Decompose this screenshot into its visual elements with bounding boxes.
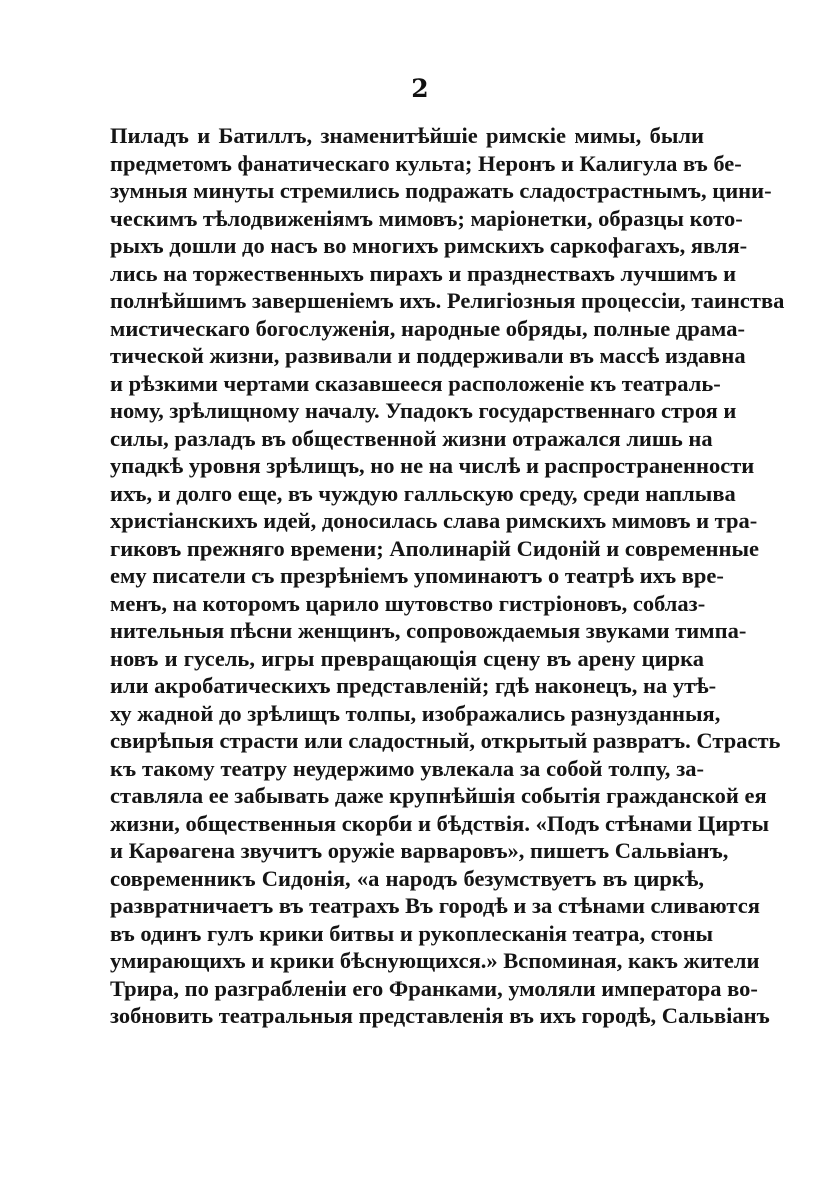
text-line: лись на торжественныхъ пирахъ и празднествахъ лучшимъ и — [110, 260, 737, 286]
text-line: мистическаго богослуженія, народные обряды, полные драма- — [110, 315, 745, 341]
text-line: зобновить театральныя представленія въ ихъ городѣ, Сальвіанъ — [110, 1003, 770, 1028]
text-line: упадкѣ уровня зрѣлищъ, но не на числѣ и распространенности — [110, 453, 755, 478]
page-number: 2 — [411, 74, 429, 103]
text-line: ческимъ тѣлодвиженіямъ мимовъ; маріонетки, образцы кото- — [110, 205, 743, 231]
text-line: силы, разладъ въ общественной жизни отражался лишь на — [110, 425, 713, 451]
text-line: современникъ Сидонія, «а народъ безумствуетъ въ циркѣ, — [110, 865, 704, 891]
text-line: и рѣзкими чертами сказавшееся расположеніе къ театраль- — [110, 370, 721, 396]
text-line: или акробатическихъ представленій; гдѣ наконецъ, на утѣ- — [110, 673, 717, 698]
text-line: полнѣйшимъ завершеніемъ ихъ. Религіозныя процессіи, таинства — [110, 288, 785, 313]
text-line: предметомъ фанатическаго культа; Неронъ и Калигула въ бе- — [110, 150, 742, 176]
text-line: рыхъ дошли до насъ во многихъ римскихъ саркофагахъ, явля- — [110, 233, 748, 258]
text-line: свирѣпыя страсти или сладостный, открытый развратъ. Страсть — [110, 728, 781, 753]
text-line: гиковъ прежняго времени; Аполинарій Сидоній и современные — [110, 535, 760, 561]
text-line: умирающихъ и крики бѣснующихся.» Вспоминая, какъ жители — [110, 948, 760, 973]
text-line: менъ, на которомъ царило шутовство гистріоновъ, соблаз- — [110, 590, 706, 616]
text-line: христіанскихъ идей, доносилась слава римскихъ мимовъ и тра- — [110, 508, 758, 533]
text-line: ихъ, и долго еще, въ чуждую галльскую среду, среди наплыва — [110, 480, 736, 506]
text-line: въ одинъ гулъ крики битвы и рукоплесканія театра, стоны — [110, 920, 714, 946]
text-line: новъ и гусель, игры превращающія сцену въ арену цирка — [110, 645, 704, 671]
text-line: ему писатели съ презрѣніемъ упоминаютъ о театрѣ ихъ вре- — [110, 563, 724, 588]
text-line: Пиладъ и Батиллъ, знаменитѣйшіе римскіе мимы, были — [110, 123, 704, 148]
body-text — [110, 122, 785, 1030]
text-line: и Карѳагена звучитъ оружіе варваровъ», пишетъ Сальвіанъ, — [110, 838, 729, 863]
text-line: жизни, общественныя скорби и бѣдствія. «Подъ стѣнами Цирты — [110, 810, 770, 836]
text-line: ставляла ее забывать даже крупнѣйшія событія гражданской ея — [110, 783, 767, 808]
text-line: зумныя минуты стремились подражать сладострастнымъ, цини- — [110, 178, 772, 203]
text-line: тической жизни, развивали и поддерживали въ массѣ издавна — [110, 343, 746, 368]
text-line: ному, зрѣлищному началу. Упадокъ государственнаго строя и — [110, 398, 737, 423]
text-line: развратничаетъ въ театрахъ Въ городѣ и за стѣнами сливаются — [110, 893, 760, 918]
text-line: ху жадной до зрѣлищъ толпы, изображались разнузданныя, — [110, 700, 721, 726]
text-line: Трира, по разграбленіи его Франками, умоляли императора во- — [110, 975, 758, 1001]
text-line: къ такому театру неудержимо увлекала за собой толпу, за- — [110, 755, 704, 781]
text-line: нительныя пѣсни женщинъ, сопровождаемыя звуками тимпа- — [110, 618, 747, 643]
